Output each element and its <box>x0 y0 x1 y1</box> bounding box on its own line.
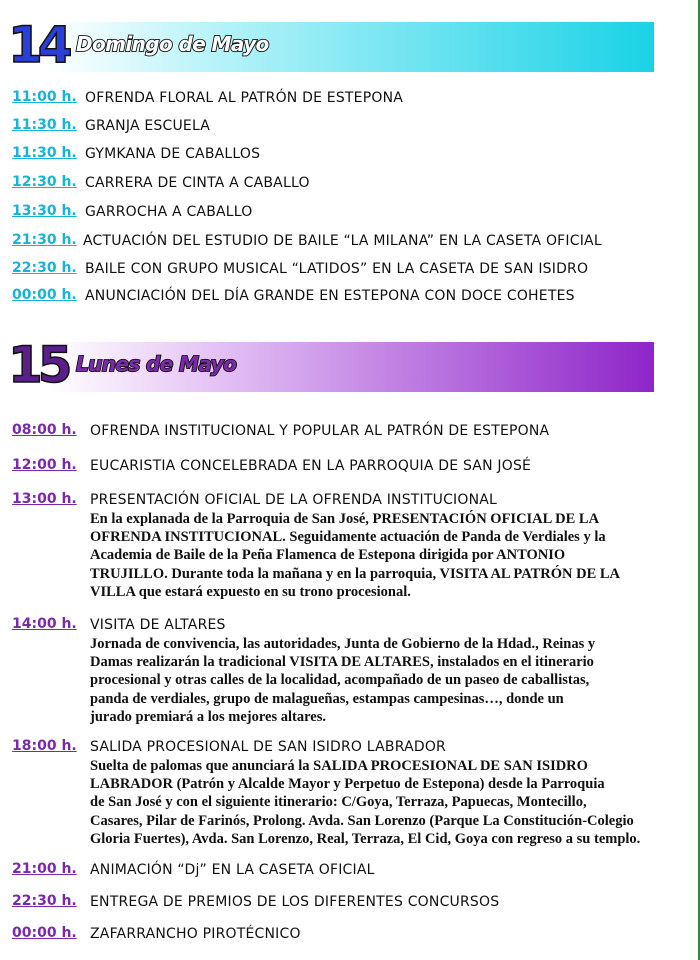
event-description-line: panda de verdiales, grupo de malagueñas, estampas campesinas…, donde un <box>90 690 564 707</box>
event-time: 21:30 h. <box>12 232 77 248</box>
event-title: GRANJA ESCUELA <box>85 118 211 134</box>
event-time: 11:30 h. <box>12 117 77 133</box>
day-header-14 <box>8 16 654 76</box>
event-time: 00:00 h. <box>12 287 77 303</box>
event-time: 11:30 h. <box>12 145 77 161</box>
event-description <box>90 757 660 848</box>
event-time: 22:30 h. <box>12 260 77 276</box>
event-title: OFRENDA FLORAL AL PATRÓN DE ESTEPONA <box>85 90 404 106</box>
event-time: 08:00 h. <box>12 422 77 438</box>
event-title: OFRENDA INSTITUCIONAL Y POPULAR AL PATRÓN DE ESTEPONA <box>90 423 550 439</box>
event-title: EUCARISTIA CONCELEBRADA EN LA PARROQUIA DE SAN JOSÉ <box>90 458 532 474</box>
event-time: 12:00 h. <box>12 457 77 473</box>
event-description <box>90 510 660 601</box>
event-description-line: Casares, Pilar de Farinós, Prolong. Avda. San Lorenzo (Parque La Constitución-Colegio <box>90 812 634 829</box>
event-description <box>90 635 660 726</box>
event-title: BAILE CON GRUPO MUSICAL “LATIDOS” EN LA CASETA DE SAN ISIDRO <box>85 261 589 277</box>
event-description-line: TRUJILLO. Durante toda la mañana y en la parroquia, VISITA AL PATRÓN DE LA <box>90 565 621 582</box>
day-name: Domingo de Mayo <box>76 32 269 56</box>
event-description-line: VILLA que estará expuesto en su trono procesional. <box>90 583 411 600</box>
day-name: Lunes de Mayo <box>76 352 237 376</box>
event-time: 13:30 h. <box>12 203 77 219</box>
event-title: SALIDA PROCESIONAL DE SAN ISIDRO LABRADOR <box>90 739 446 755</box>
event-description-line: jurado premiará a los mejores altares. <box>90 708 326 725</box>
event-description-line: LABRADOR (Patrón y Alcalde Mayor y Perpetuo de Estepona) desde la Parroquia <box>90 776 605 793</box>
event-title: ANUNCIACIÓN DEL DÍA GRANDE EN ESTEPONA CON DOCE COHETES <box>85 288 575 304</box>
event-title: GARROCHA A CABALLO <box>85 204 253 220</box>
event-title: CARRERA DE CINTA A CABALLO <box>85 175 310 191</box>
event-time: 14:00 h. <box>12 616 77 632</box>
event-time: 18:00 h. <box>12 738 77 754</box>
event-description-line: Gloria Fuertes), Avda. San Lorenzo, Real, Terraza, El Cid, Goya con regreso a su templo. <box>90 830 641 847</box>
event-time: 22:30 h. <box>12 893 77 909</box>
day-header-15 <box>8 336 654 396</box>
event-title: ZAFARRANCHO PIROTÉCNICO <box>90 926 301 942</box>
event-description-line: OFRENDA INSTITUCIONAL. Seguidamente actuación de Panda de Verdiales y la <box>90 529 606 546</box>
event-description-line: En la explanada de la Parroquia de San José, PRESENTACIÓN OFICIAL DE LA <box>90 511 600 527</box>
event-title: ANIMACIÓN “Dj” EN LA CASETA OFICIAL <box>90 862 375 878</box>
event-description-line: Damas realizarán la tradicional VISITA DE ALTARES, instalados en el itinerario <box>90 654 594 671</box>
event-time: 12:30 h. <box>12 174 77 190</box>
event-description-line: Suelta de palomas que anunciará la SALIDA PROCESIONAL DE SAN ISIDRO <box>90 758 588 774</box>
event-title: ENTREGA DE PREMIOS DE LOS DIFERENTES CONCURSOS <box>90 894 500 910</box>
day-number: 15 <box>8 336 68 394</box>
day-number: 14 <box>8 16 68 74</box>
event-title: ACTUACIÓN DEL ESTUDIO DE BAILE “LA MILANA” EN LA CASETA OFICIAL <box>83 233 602 249</box>
event-time: 11:00 h. <box>12 89 77 105</box>
event-description-line: de San José y con el siguiente itinerario: C/Goya, Terraza, Papuecas, Montecillo, <box>90 794 587 811</box>
event-time: 21:00 h. <box>12 861 77 877</box>
event-time: 13:00 h. <box>12 491 77 507</box>
event-title: VISITA DE ALTARES <box>90 617 226 633</box>
event-description-line: Academia de Baile de la Peña Flamenca de Estepona dirigida por ANTONIO <box>90 547 566 564</box>
event-title: GYMKANA DE CABALLOS <box>85 146 261 162</box>
event-time: 00:00 h. <box>12 925 77 941</box>
event-title: PRESENTACIÓN OFICIAL DE LA OFRENDA INSTITUCIONAL <box>90 492 498 508</box>
event-description-line: procesional y otras calles de la localidad, acompañado de un paseo de caballistas, <box>90 672 590 689</box>
event-description-line: Jornada de convivencia, las autoridades, Junta de Gobierno de la Hdad., Reinas y <box>90 636 596 652</box>
